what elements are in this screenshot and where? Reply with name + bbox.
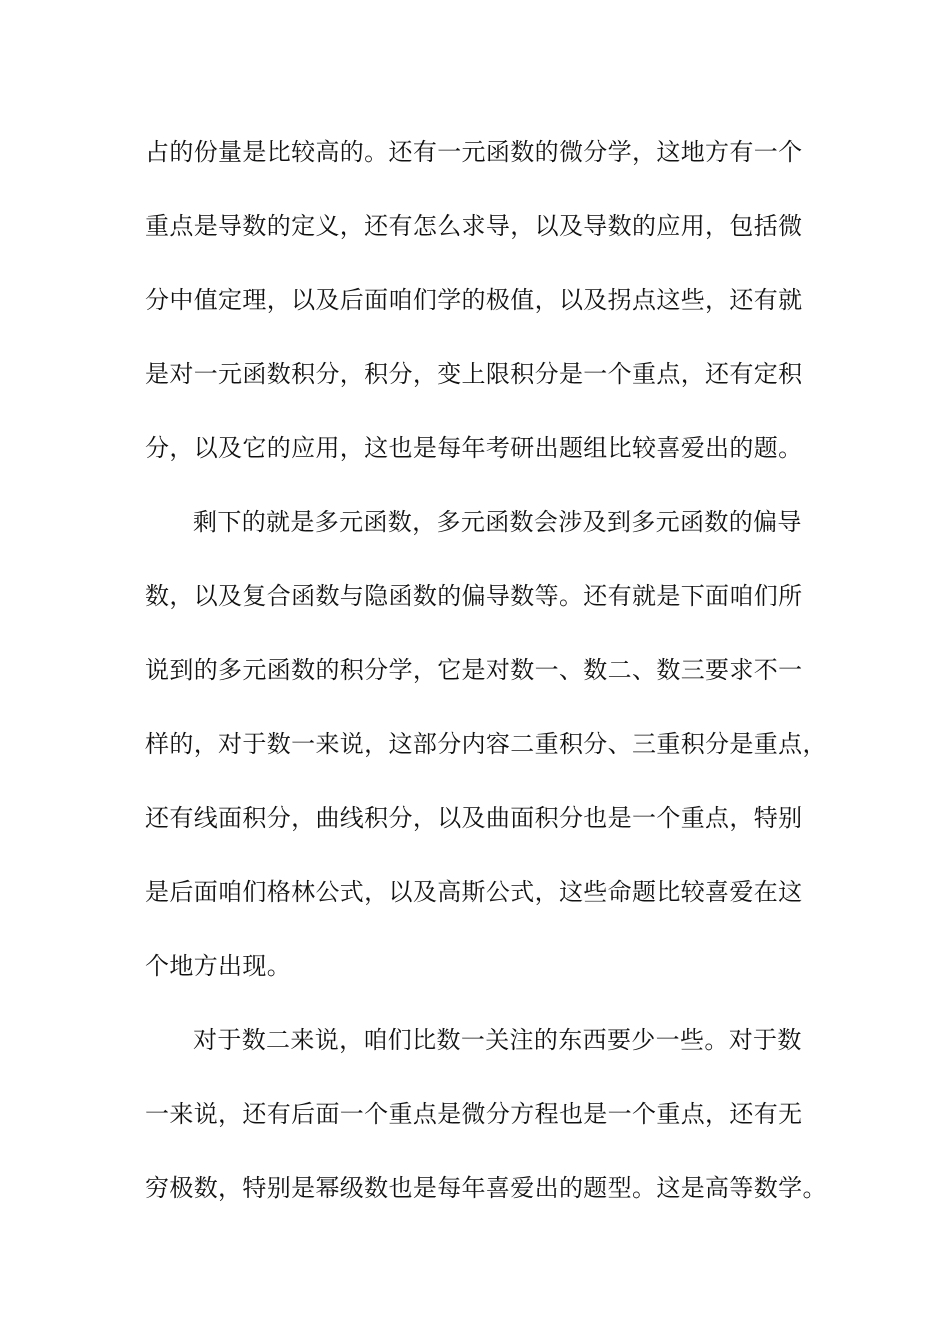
document-body <box>145 132 827 1242</box>
paragraph-line: 样的，对于数一来说，这部分内容二重积分、三重积分是重点， <box>145 730 827 758</box>
paragraph-line: 分，以及它的应用，这也是每年考研出题组比较喜爱出的题。 <box>145 434 803 462</box>
paragraph-line: 说到的多元函数的积分学，它是对数一、数二、数三要求不一 <box>145 656 803 684</box>
paragraph-line: 剩下的就是多元函数，多元函数会涉及到多元函数的偏导 <box>193 508 802 536</box>
paragraph-2 <box>145 502 827 1020</box>
paragraph-line: 一来说，还有后面一个重点是微分方程也是一个重点，还有无 <box>145 1100 803 1128</box>
paragraph-line: 穷极数，特别是幂级数也是每年喜爱出的题型。这是高等数学。 <box>145 1174 827 1202</box>
paragraph-line: 分中值定理，以及后面咱们学的极值，以及拐点这些，还有就 <box>145 286 803 314</box>
paragraph-line: 占的份量是比较高的。还有一元函数的微分学，这地方有一个 <box>145 138 803 166</box>
paragraph-line: 重点是导数的定义，还有怎么求导，以及导数的应用，包括微 <box>145 212 803 240</box>
paragraph-line: 对于数二来说，咱们比数一关注的东西要少一些。对于数 <box>193 1026 802 1054</box>
paragraph-line: 还有线面积分，曲线积分，以及曲面积分也是一个重点，特别 <box>145 804 803 832</box>
paragraph-3 <box>145 1020 827 1242</box>
paragraph-line: 是对一元函数积分，积分，变上限积分是一个重点，还有定积 <box>145 360 803 388</box>
paragraph-line: 个地方出现。 <box>145 952 292 980</box>
paragraph-line: 数，以及复合函数与隐函数的偏导数等。还有就是下面咱们所 <box>145 582 803 610</box>
paragraph-line: 是后面咱们格林公式，以及高斯公式，这些命题比较喜爱在这 <box>145 878 803 906</box>
paragraph-1 <box>145 132 815 502</box>
